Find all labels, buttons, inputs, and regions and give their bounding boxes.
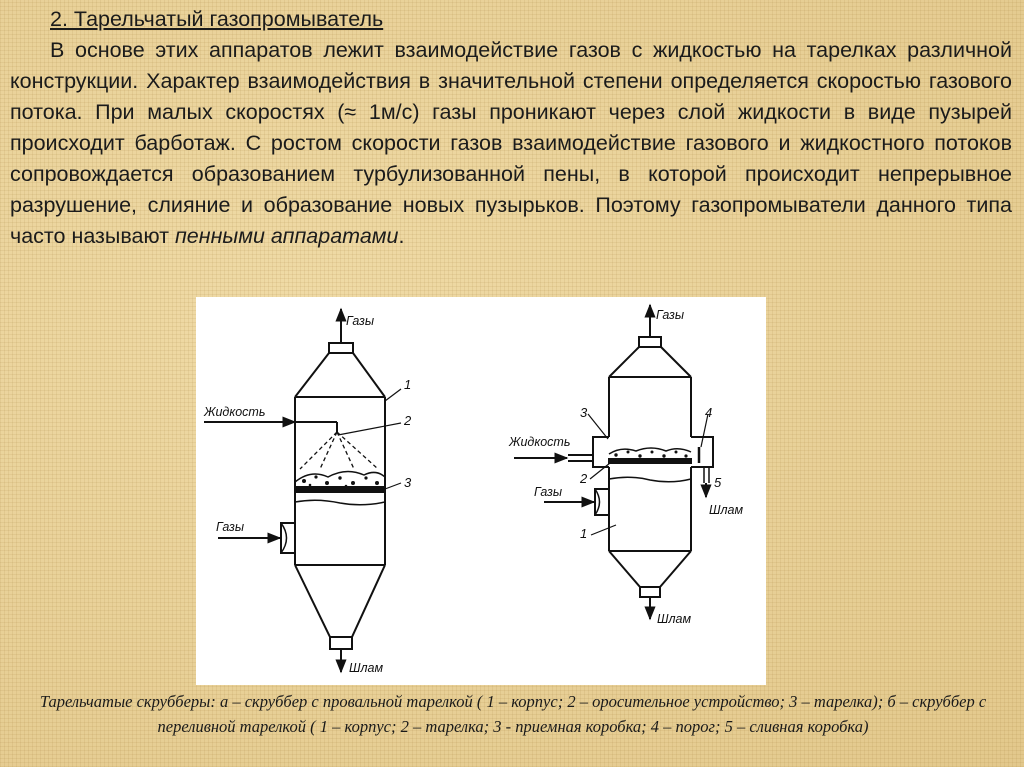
a-callout-1: 1 [404, 377, 412, 392]
a-bottom-cone [295, 565, 385, 637]
a-callout-2: 2 [404, 413, 412, 428]
a-bottom-nozzle [330, 637, 352, 649]
b-callout-1: 1 [580, 526, 588, 541]
figure-caption: Тарельчатые скрубберы: а – скруббер с провальной тарелкой ( 1 – корпус; 2 – оросительное устройство; 3 – тарелка); б – скруббер с переливной тарелкой ( 1 – корпус; 2 – тарелка; 3 - приемная коробка; 4 – порог; 5 – сливная коробка) [39, 692, 987, 736]
section-heading: 2. Тарельчатый газопромыватель [50, 7, 384, 31]
b-foam-layer [609, 448, 691, 454]
b-callout-2: 2 [580, 471, 588, 486]
b-drain-tube [704, 467, 709, 483]
b-bottom-nozzle [640, 587, 660, 597]
scrubber-a [204, 309, 401, 672]
b-shell-upper [609, 377, 691, 437]
paragraph-text: В основе этих аппаратов лежит взаимодействие газов с жидкостью на тарелках различной конструкции. Характер взаимодействия в значительной степени определяется скоростью газового потока. При малых скоростях (≈ 1м/с) газы проникают через слой жидкости в виде пузырей происходит барботаж. С ростом скорости газов взаимодействие газового и жидкостного потоков сопровождается образованием турбулизованной пены, в которой происходит непрерывное разрушение, слияние и образование новых пузырьков. Поэтому газопромыватели данного типа часто называют [10, 38, 1012, 248]
b-gas-out-label: Газы [656, 308, 685, 322]
b-sludge-side-label: Шлам [709, 503, 744, 517]
a-top-cone [295, 353, 385, 397]
a-spray-cone [300, 432, 378, 469]
b-callout-5: 5 [714, 475, 722, 490]
body-paragraph [10, 35, 1012, 252]
b-foam-bubbles [614, 451, 687, 458]
a-gas-in-label: Газы [216, 520, 245, 534]
text-block [10, 4, 1012, 252]
b-tray [609, 459, 691, 463]
a-gas-out-label: Газы [346, 314, 375, 328]
a-sludge-label: Шлам [349, 661, 384, 675]
b-bottom-cone [609, 551, 691, 587]
scrubber-b [514, 305, 713, 619]
paragraph-end: . [398, 224, 405, 248]
b-top-cone [609, 347, 691, 377]
a-tray [295, 487, 385, 492]
a-callout-3: 3 [404, 475, 412, 490]
scrubber-figure [196, 297, 766, 685]
a-foam-bubbles [302, 475, 379, 487]
b-top-nozzle [639, 337, 661, 347]
b-gas-in-label: Газы [534, 485, 563, 499]
b-sludge-label: Шлам [657, 612, 692, 626]
scrubber-diagram [196, 297, 766, 685]
b-callout-3: 3 [580, 405, 588, 420]
emphasis-term: пенными аппаратами [174, 224, 399, 248]
a-top-nozzle [329, 343, 353, 353]
b-liquid-label: Жидкость [509, 435, 571, 449]
b-callout-4: 4 [705, 405, 713, 420]
a-leaders [338, 389, 401, 489]
a-liquid-label: Жидкость [204, 405, 266, 419]
